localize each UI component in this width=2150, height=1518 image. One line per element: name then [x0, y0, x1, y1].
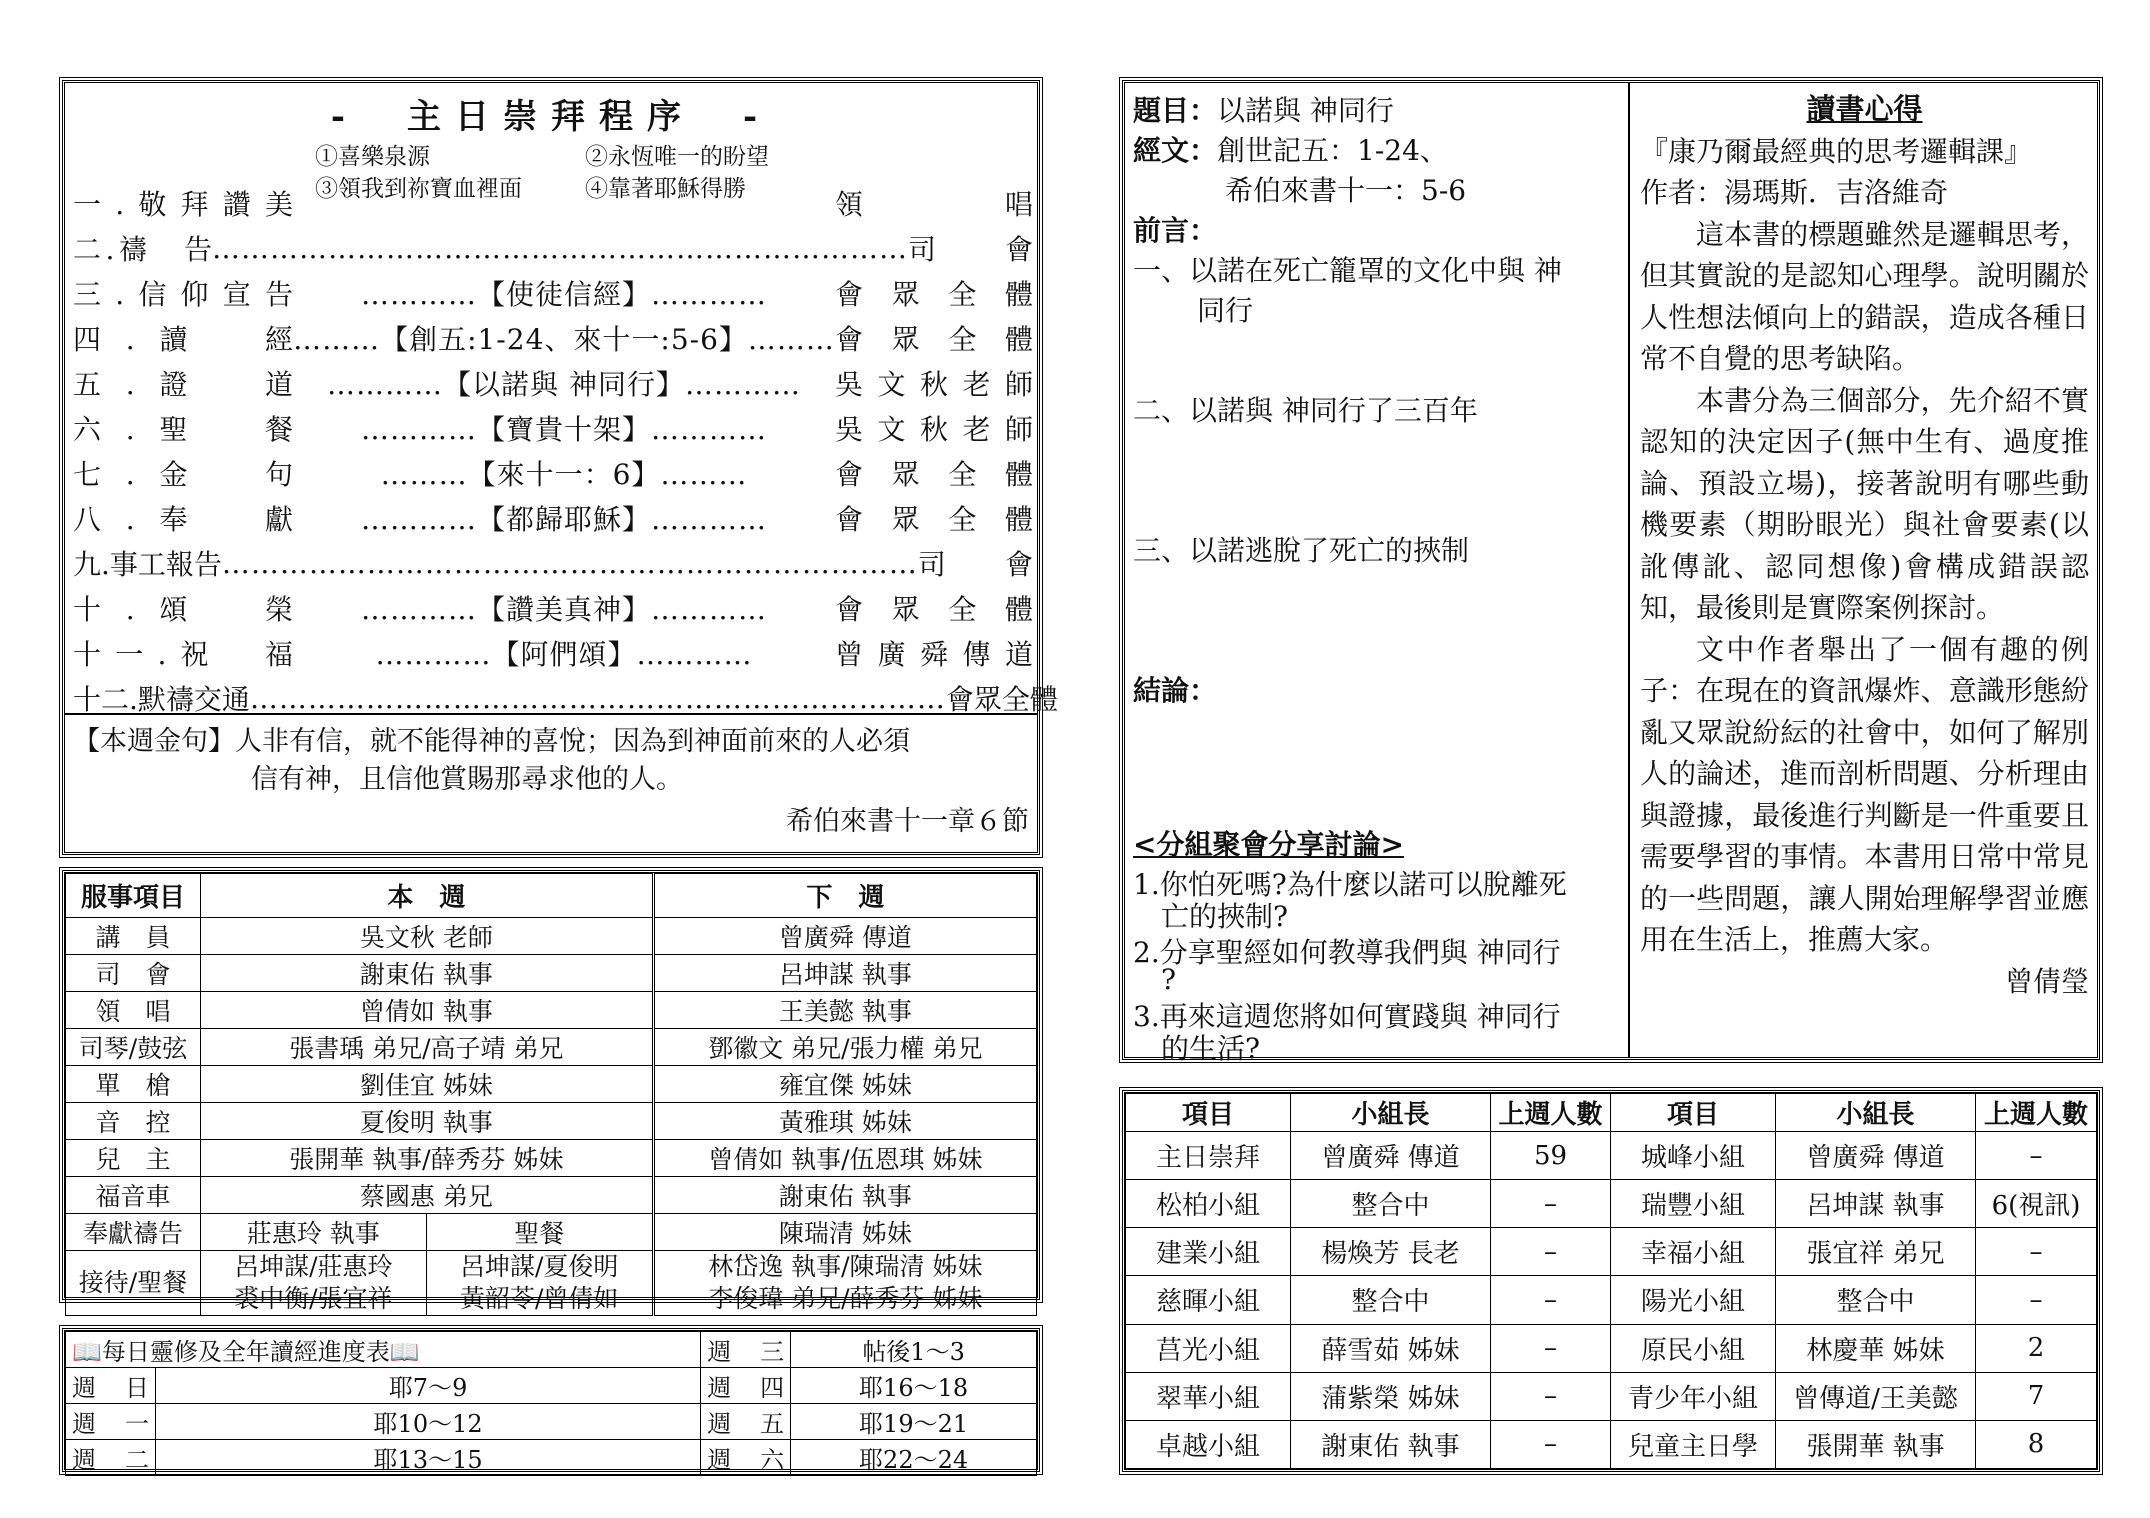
group-cell: 張開華 執事 — [1776, 1420, 1976, 1468]
group-cell: 翠華小組 — [1126, 1372, 1291, 1420]
program-item-detail: …………【阿們頌】………… — [375, 638, 753, 671]
role-cell: 領 唱 — [66, 992, 201, 1029]
group-cell: 青少年小組 — [1611, 1372, 1776, 1420]
program-item-leader: 曾廣舜傳道 — [835, 638, 1033, 671]
role-cell: 音 控 — [66, 1103, 201, 1140]
program-item-leader: 領 唱 — [835, 188, 1033, 221]
program-item — [73, 586, 1033, 630]
program-item — [73, 541, 1033, 585]
group-cell: – — [1491, 1180, 1611, 1228]
role-cell: 講 員 — [66, 918, 201, 955]
header-this-week: 本 週 — [201, 874, 654, 918]
program-item — [73, 496, 1033, 540]
group-cell: – — [1491, 1324, 1611, 1372]
question-1: 1.你怕死嗎?為什麼以諾可以脫離死 — [1133, 868, 1567, 901]
this-week-cell: 夏俊明 執事 — [201, 1103, 654, 1140]
next-week-cell: 黃雅琪 姊妹 — [653, 1103, 1036, 1140]
golden-line-1: 人非有信，就不能得神的喜悅；因為到神面前來的人必須 — [235, 726, 910, 757]
role-cell: 單 槍 — [66, 1066, 201, 1103]
plan-title: 📖每日靈修及全年讀經進度表📖 — [66, 1332, 701, 1368]
plan-reading: 耶22～24 — [791, 1440, 1037, 1476]
table-row — [66, 1251, 1037, 1316]
golden-label: 【本週金句】 — [73, 726, 235, 757]
program-item-leader: 司 會 — [907, 233, 1033, 266]
plan-day: 週 五 — [701, 1404, 791, 1440]
point-2: 二、以諾與 神同行了三百年 — [1133, 394, 1478, 427]
point-1-cont: 同行 — [1197, 294, 1254, 327]
program-item-name: 二.禱 告 — [73, 233, 212, 266]
plan-reading: 耶13～15 — [156, 1440, 701, 1476]
program-item — [73, 631, 1033, 675]
program-item-name: 十二.默禱交通 — [73, 683, 250, 716]
plan-day: 週 一 — [66, 1404, 156, 1440]
group-cell: 林慶華 姊妹 — [1776, 1324, 1976, 1372]
reception-next: 林岱逸 執事/陳瑞清 姊妹 李俊瑋 弟兄/薛秀芬 姊妹 — [653, 1251, 1036, 1316]
program-item-name: 十.頌 榮 — [73, 593, 293, 626]
program-item-leader: 會眾全體 — [835, 593, 1033, 626]
question-2: 2.分享聖經如何教導我們與 神同行 — [1133, 936, 1561, 969]
sermon-topic: 以諾與 神同行 — [1217, 94, 1394, 127]
program-item-detail: ………【創五:1-24、來十一:5-6】……… — [293, 323, 835, 356]
next-week-cell: 曾倩如 執事/伍恩琪 姊妹 — [653, 1140, 1036, 1177]
question-3-cont: 的生活? — [1161, 1032, 1261, 1065]
program-item-detail: ……………………………………………………………… — [211, 231, 908, 265]
group-cell: 建業小組 — [1126, 1228, 1291, 1276]
program-item-detail: ………【來十一：6】……… — [380, 458, 748, 491]
group-table — [1125, 1093, 2097, 1469]
program-item-leader: 會眾全體 — [835, 323, 1033, 356]
header-item: 項目 — [1611, 1094, 1776, 1132]
service-body — [66, 918, 1037, 1214]
program-item-name: 十一.祝 福 — [73, 638, 293, 671]
plan-reading: 帖後1～3 — [791, 1332, 1037, 1368]
program-item-detail: …………【都歸耶穌】………… — [360, 503, 767, 536]
program-item-name: 八.奉 獻 — [73, 503, 293, 536]
table-row — [1126, 1420, 2097, 1468]
this-week-cell: 曾倩如 執事 — [201, 992, 654, 1029]
program-item-name: 七.金 句 — [73, 458, 293, 491]
group-cell: 瑞豐小組 — [1611, 1180, 1776, 1228]
book-notes-title: 讀書心得 — [1806, 92, 1923, 126]
reception-this-b: 呂坤謀/夏俊明 黃韶苓/曾倩如 — [426, 1251, 653, 1316]
worship-program — [62, 80, 1058, 855]
notes-signature: 曾倩瑩 — [2004, 964, 2089, 998]
group-cell: 整合中 — [1776, 1276, 1976, 1324]
book-author: 作者：湯瑪斯．吉洛維奇 — [1640, 176, 1949, 209]
table-row — [66, 1177, 1037, 1214]
table-row — [66, 955, 1037, 992]
book-title: 『康乃爾最經典的思考邏輯課』 — [1640, 134, 2033, 168]
group-cell: – — [1491, 1420, 1611, 1468]
scripture-label: 經文： — [1133, 134, 1218, 167]
role-cell: 接待/聖餐 — [66, 1251, 201, 1316]
header-role: 服事項目 — [66, 874, 201, 918]
reading-plan-table — [65, 1331, 1037, 1476]
program-item-name: 三.信仰宣告 — [73, 278, 293, 311]
role-cell: 司 會 — [66, 955, 201, 992]
group-cell: 7 — [1976, 1372, 2097, 1420]
group-cell: 幸福小組 — [1611, 1228, 1776, 1276]
program-item — [73, 226, 1033, 270]
book-notes — [1632, 83, 2097, 1057]
program-item-leader: 吳文秋老師 — [835, 368, 1033, 401]
communion-cell: 聖餐 — [426, 1214, 653, 1251]
program-item — [73, 181, 1033, 225]
plan-reading: 耶7～9 — [156, 1368, 701, 1404]
group-cell: 陽光小組 — [1611, 1276, 1776, 1324]
this-week-cell: 莊惠玲 執事 — [201, 1214, 427, 1251]
this-week-cell: 謝東佑 執事 — [201, 955, 654, 992]
table-row — [1126, 1324, 2097, 1372]
program-item-leader: 會眾全體 — [835, 503, 1033, 536]
program-item-leader: 司 會 — [917, 548, 1033, 581]
group-cell: – — [1491, 1276, 1611, 1324]
program-item — [73, 406, 1033, 450]
next-week-cell: 王美懿 執事 — [653, 992, 1036, 1029]
table-row — [1126, 1276, 2097, 1324]
scripture-1: 創世記五：1-24、 — [1217, 134, 1448, 167]
table-row — [66, 1029, 1037, 1066]
program-item-detail: ……………………………………………………………… — [249, 681, 946, 715]
next-week-cell: 曾廣舜 傳道 — [653, 918, 1036, 955]
question-2-cont: ? — [1161, 963, 1177, 996]
group-cell: 慈暉小組 — [1126, 1276, 1291, 1324]
hymn-2: ②永恆唯一的盼望 — [585, 144, 769, 170]
table-row — [1126, 1228, 2097, 1276]
group-cell: 張宜祥 弟兄 — [1776, 1228, 1976, 1276]
this-week-cell: 劉佳宜 姊妹 — [201, 1066, 654, 1103]
program-item-leader: 會眾全體 — [835, 278, 1033, 311]
group-cell: – — [1491, 1228, 1611, 1276]
this-week-cell: 吳文秋 老師 — [201, 918, 654, 955]
program-item-leader: 會眾全體 — [835, 458, 1033, 491]
program-item-leader: 吳文秋老師 — [835, 413, 1033, 446]
role-cell: 福音車 — [66, 1177, 201, 1214]
table-row — [1126, 1132, 2097, 1180]
table-row — [1126, 1180, 2097, 1228]
reading-plan — [62, 1328, 1040, 1472]
header-leader: 小組長 — [1776, 1094, 1976, 1132]
role-cell: 司琴/鼓弦 — [66, 1029, 201, 1066]
role-cell: 奉獻禱告 — [66, 1214, 201, 1251]
plan-reading: 耶10～12 — [156, 1404, 701, 1440]
next-week-cell: 謝東佑 執事 — [653, 1177, 1036, 1214]
notes-paragraph-3: 文中作者舉出了一個有趣的例子：在現在的資訊爆炸、意識形態紛亂又眾說紛紜的社會中，如何了解別人的論述，進而剖析問題、分析理由與證據，最後進行判斷是一件重要且需要學習的事情。本書用日常中常見的一些問題，讓人開始理解學習並應用在生活上，推薦大家。 — [1640, 632, 2089, 956]
service-roster — [62, 870, 1040, 1313]
group-cell: 整合中 — [1291, 1276, 1491, 1324]
program-item-name: 五.證 道 — [73, 368, 293, 401]
group-cell: 8 — [1976, 1420, 2097, 1468]
intro-label: 前言： — [1133, 214, 1218, 247]
header-count: 上週人數 — [1976, 1094, 2097, 1132]
this-week-cell: 蔡國惠 弟兄 — [201, 1177, 654, 1214]
plan-day: 週 三 — [701, 1332, 791, 1368]
question-1-cont: 亡的挾制? — [1161, 900, 1289, 933]
table-row — [66, 992, 1037, 1029]
plan-day: 週 二 — [66, 1440, 156, 1476]
group-cell: 呂坤謀 執事 — [1776, 1180, 1976, 1228]
group-cell: 6(視訊) — [1976, 1180, 2097, 1228]
group-cell: 原民小組 — [1611, 1324, 1776, 1372]
discussion-title: <分組聚會分享討論> — [1133, 828, 1404, 861]
plan-reading: 耶16～18 — [791, 1368, 1037, 1404]
program-item — [73, 451, 1033, 495]
golden-reference: 希伯來書十一章６節 — [786, 806, 1029, 837]
worship-title: - 主日崇拜程序 - — [330, 97, 772, 137]
plan-day: 週 日 — [66, 1368, 156, 1404]
program-item-name: 九.事工報告 — [73, 548, 222, 581]
group-cell: 薛雪茹 姊妹 — [1291, 1324, 1491, 1372]
group-cell: 卓越小組 — [1126, 1420, 1291, 1468]
header-item: 項目 — [1126, 1094, 1291, 1132]
service-table — [65, 873, 1037, 1316]
group-cell: 兒童主日學 — [1611, 1420, 1776, 1468]
sermon-notes — [1125, 83, 1630, 1065]
group-cell: 楊煥芳 長老 — [1291, 1228, 1491, 1276]
point-1: 一、以諾在死亡籠罩的文化中與 神 — [1133, 254, 1562, 287]
hymn-3: ③領我到祢寶血裡面 — [315, 176, 522, 202]
sermon-outline — [1122, 80, 2100, 1065]
program-item-detail: …………【讚美真神】………… — [360, 593, 767, 626]
group-cell: 曾廣舜 傳道 — [1291, 1132, 1491, 1180]
header-count: 上週人數 — [1491, 1094, 1611, 1132]
notes-paragraph-1: 這本書的標題雖然是邏輯思考，但其實說的是認知心理學。說明關於人性想法傾向上的錯誤，造成各種日常不自覺的思考缺陷。 — [1640, 217, 2089, 375]
program-item-detail: …………【使徒信經】………… — [360, 278, 767, 311]
group-attendance — [1122, 1090, 2100, 1472]
conclusion-label: 結論： — [1133, 674, 1218, 707]
group-cell: 曾廣舜 傳道 — [1776, 1132, 1976, 1180]
group-cell: 主日崇拜 — [1126, 1132, 1291, 1180]
next-week-cell: 呂坤謀 執事 — [653, 955, 1036, 992]
this-week-cell: 張書瑀 弟兄/高子靖 弟兄 — [201, 1029, 654, 1066]
role-cell: 兒 主 — [66, 1140, 201, 1177]
group-cell: 2 — [1976, 1324, 2097, 1372]
group-cell: 整合中 — [1291, 1180, 1491, 1228]
header-leader: 小組長 — [1291, 1094, 1491, 1132]
program-item-detail: …………【寶貴十架】………… — [360, 413, 767, 446]
hymn-4: ④靠著耶穌得勝 — [585, 176, 746, 202]
group-body — [1126, 1132, 2097, 1469]
table-row — [66, 1140, 1037, 1177]
program-item-name: 四.讀 經 — [73, 323, 293, 356]
group-cell: 謝東佑 執事 — [1291, 1420, 1491, 1468]
next-week-cell: 陳瑞清 姊妹 — [653, 1214, 1036, 1251]
question-3: 3.再來這週您將如何實踐與 神同行 — [1133, 1000, 1561, 1033]
group-cell: – — [1976, 1132, 2097, 1180]
group-cell: 曾傳道/王美懿 — [1776, 1372, 1976, 1420]
table-row — [1126, 1372, 2097, 1420]
plan-day: 週 四 — [701, 1368, 791, 1404]
group-cell: 莒光小組 — [1126, 1324, 1291, 1372]
plan-day: 週 六 — [701, 1440, 791, 1476]
header-next-week: 下 週 — [653, 874, 1036, 918]
hymn-1: ①喜樂泉源 — [315, 144, 430, 170]
reception-this-a: 呂坤謀/莊惠玲 裘中衡/張宜祥 — [201, 1251, 427, 1316]
plan-reading: 耶19～21 — [791, 1404, 1037, 1440]
next-week-cell: 鄧徽文 弟兄/張力權 弟兄 — [653, 1029, 1036, 1066]
group-cell: 59 — [1491, 1132, 1611, 1180]
program-item-leader: 會眾全體 — [945, 683, 1058, 716]
program-item-name: 六.聖 餐 — [73, 413, 293, 446]
notes-paragraph-2: 本書分為三個部分，先介紹不實認知的決定因子(無中生有、過度推論、預設立場)，接著說明有哪些動機要素（期盼眼光）與社會要素(以訛傳訛、認同想像)會構成錯誤認知，最後則是實際案例探討。 — [1640, 383, 2089, 624]
topic-label: 題目： — [1133, 94, 1218, 127]
program-item — [73, 316, 1033, 360]
group-cell: 蒲紫榮 姊妹 — [1291, 1372, 1491, 1420]
table-row — [66, 1214, 1037, 1251]
this-week-cell: 張開華 執事/薛秀芬 姊妹 — [201, 1140, 654, 1177]
next-week-cell: 雍宜傑 姊妹 — [653, 1066, 1036, 1103]
golden-line-2: 信有神，且信他賞賜那尋求他的人。 — [251, 764, 683, 795]
program-item-detail: ……………………………………………………………… — [221, 546, 918, 580]
group-cell: 城峰小組 — [1611, 1132, 1776, 1180]
program-item-name: 一.敬拜讚美 — [73, 188, 293, 221]
program-item-detail: …………【以諾與 神同行】………… — [327, 368, 801, 401]
point-3: 三、以諾逃脫了死亡的挾制 — [1133, 534, 1470, 567]
table-row — [66, 1103, 1037, 1140]
group-cell: – — [1491, 1372, 1611, 1420]
group-cell: – — [1976, 1228, 2097, 1276]
table-row — [66, 1066, 1037, 1103]
program-item — [73, 361, 1033, 405]
scripture-2: 希伯來書十一：5-6 — [1225, 174, 1467, 207]
golden-verse — [65, 713, 1037, 849]
group-cell: 松柏小組 — [1126, 1180, 1291, 1228]
group-cell: – — [1976, 1276, 2097, 1324]
program-item — [73, 271, 1033, 315]
table-row — [66, 918, 1037, 955]
